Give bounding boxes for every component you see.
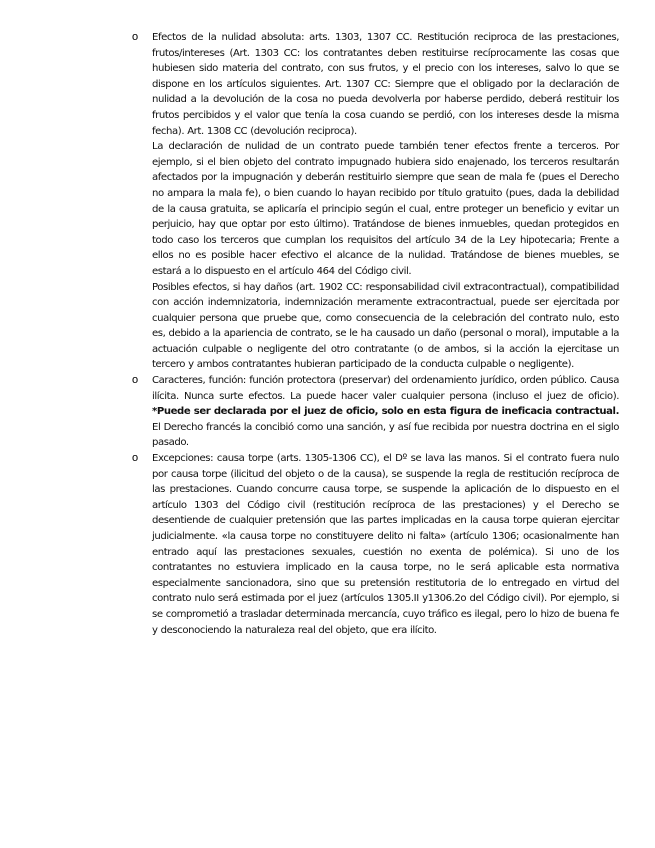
list-item-excepciones: [0, 451, 655, 638]
paragraph: La declaración de nulidad de un contrato puede también tener efectos frente a terceros. Por ejemplo, si el bien objeto del contrato impugnado hubiera sido enajenado, los terceros resultarán afectados por la impugnación y deberán restituirlo siempre que sean de mala fe (pues el Derecho no ampara la mala fe), o bien cuando lo hayan recibido por título gratuito (pues, dada la debilidad de la causa gratuita, se aplicaría el principio según el cual, entre proteger un beneficio y evitar un perjuicio, hay que optar por esto último). Tratándose de bienes inmuebles, quedan protegidos en todo caso los terceros que cumplan los requisitos del artículo 34 de la Ley hipotecaria; Frente a ellos no es posible hacer efectivo el alcance de la nulidad. Tratándose de bienes muebles, se estará a lo dispuesto en el artículo 464 del Código civil.: [152, 141, 619, 277]
text-segment: El Derecho francés la concibió como una sanción, y así fue recibida por nuestra doctrina en el siglo pasado.: [152, 421, 619, 449]
paragraph: Posibles efectos, si hay daños (art. 1902 CC: responsabilidad civil extracontractual), compatibilidad con acción indemnizatoria, indemnización meramente extracontractual, puede ser ejercitada por cualquier persona que pruebe que, como consecuencia de la celebración del contrato nulo, esto es, debido a la apariencia de contrato, se le ha causado un daño (personal o moral), imputable a la actuación culpable o negligente del otro contratante (o de ambos, si la acción la ejercitase un tercero y ambos contratantes hubieran participado de la conducta culpable o negligente).: [152, 281, 619, 371]
list-item-caracteres: [0, 373, 655, 451]
paragraph: [152, 373, 619, 451]
bullet-marker: o: [132, 374, 139, 387]
paragraph: Excepciones: causa torpe (arts. 1305-1306 CC), el Dº se lava las manos. Si el contrato fuera nulo por causa torpe (ilicitud del objeto o de la causa), se suspende la regla de restitución recíproca de las prestaciones. Cuando concurre causa torpe, se suspende la aplicación de lo dispuesto en el artículo 1303 del Código civil (restitución recíproca de las prestaciones) y el Derecho se desentiende de cualquier pretensión que las partes implicadas en la causa torpe quieran ejercitar judicialmente. «la causa torpe no constituyere delito ni falta» (artículo 1306; ocasionalmente han entrado aquí las prestaciones sexuales, cuestión no exenta de polémica). Si uno de los contratantes no estuviera implicado en la causa torpe, no le será aplicable esta normativa especialmente sancionadora, sino que su pretensión restitutoria de lo entregado en virtud del contrato nulo será estimada por el juez (artículos 1305.II y1306.2o del Código civil). Por ejemplo, si se comprometió a trasladar determinada mercancía, cuyo tráfico es ilegal, pero lo hizo de buena fe y desconociendo la naturaleza real del objeto, que era ilícito.: [152, 453, 619, 636]
bullet-marker: o: [132, 31, 139, 43]
bullet-marker: o: [132, 452, 139, 465]
text-segment: Caracteres, función: función protectora (preservar) del ordenamiento jurídico, orden público. Causa ilícita. Nunca surte efectos. La puede hacer valer cualquier persona (incluso el juez de oficio).: [152, 375, 619, 402]
paragraph: Efectos de la nulidad absoluta: arts. 1303, 1307 CC. Restitución reciproca de las prestaciones, frutos/intereses (Art. 1303 CC: los contratantes deben restituirse recíprocamente las cosas que hubiesen sido materia del contrato, con sus frutos, y el precio con los intereses, salvo lo que se dispone en los artículos siguientes. Art. 1307 CC: Siempre que el obligado por la declaración de nulidad a la devolución de la cosa no pueda devolverla por haberse perdido, deberá restituir los frutos percibidos y el valor que tenía la cosa cuando se perdió, con los intereses desde la misma fecha). Art. 1308 CC (devolución reciproca).: [152, 32, 619, 137]
bullet-list: [0, 30, 655, 638]
bold-emphasis: *Puede ser declarada por el juez de oficio, solo en esta figura de ineficacia contractual.: [152, 406, 619, 418]
list-item-efectos: [0, 30, 655, 373]
